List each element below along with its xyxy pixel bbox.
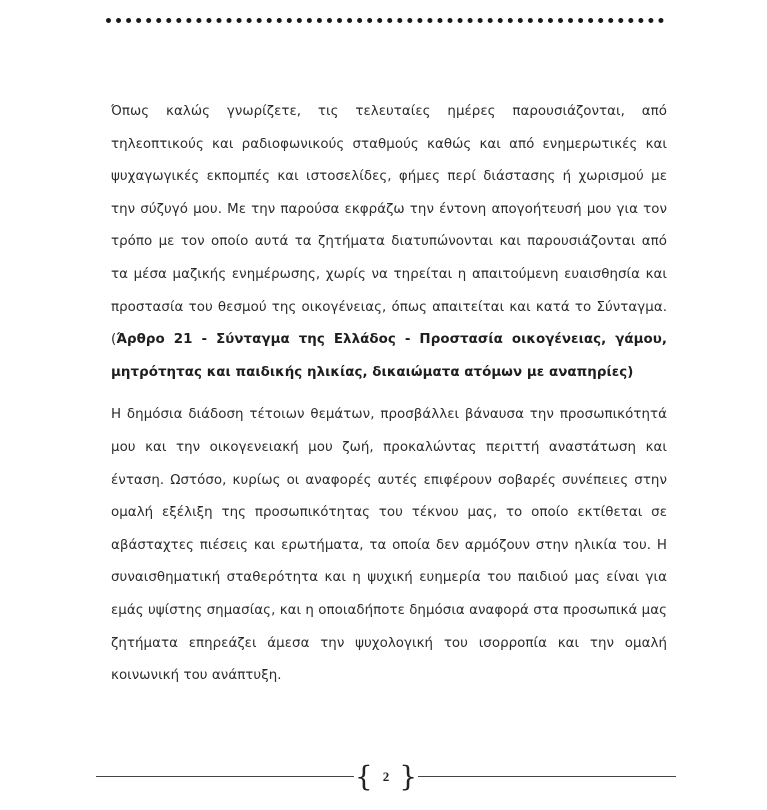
page-footer (0, 762, 767, 792)
constitution-article-reference: Άρθρο 21 - Σύνταγμα της Ελλάδος - Προστασία οικογένειας, γάμου, μητρότητας και παιδικής ηλικίας, δικαιώματα ατόμων με αναπηρίες) (111, 332, 667, 380)
footer-rule-left (96, 776, 354, 777)
paragraph-1 (111, 96, 667, 389)
right-brace-ornament: } (399, 760, 418, 793)
left-brace-ornament: { (354, 760, 373, 793)
document-body (111, 96, 667, 693)
page-number: 2 (382, 769, 390, 784)
top-dotted-rule (106, 18, 664, 23)
paragraph-1-text: Όπως καλώς γνωρίζετε, τις τελευταίες ημέρες παρουσιάζονται, από τηλεοπτικούς και ραδιοφωνικούς σταθμούς καθώς και από ενημερωτικές και ψυχαγωγικές εκπομπές και ιστοσελίδες, φήμες περί διάστασης ή χωρισμού με την σύζυγό μου. Με την παρούσα εκφράζω την έντονη απογοήτευσή μου για τον τρόπο με τον οποίο αυτά τα ζητήματα διατυπώνονται και παρουσιάζονται από τα μέσα μαζικής ενημέρωσης, χωρίς να τηρείται η απαιτούμενη ευαισθησία και προστασία του θεσμού της οικογένειας, όπως απαιτείται και κατά το Σύνταγμα. ( (111, 104, 667, 348)
footer-rule-right (418, 776, 676, 777)
paragraph-2-text: Η δημόσια διάδοση τέτοιων θεμάτων, προσβάλλει βάναυσα την προσωπικότητά μου και την οικογενειακή μου ζωή, προκαλώντας περιττή αναστάτωση και ένταση. Ωστόσο, κυρίως οι αναφορές αυτές επιφέρουν σοβαρές συνέπειες στην ομαλή εξέλιξη της προσωπικότητας του τέκνου μας, το οποίο εκτίθεται σε αβάσταχτες πιέσεις και ερωτήματα, τα οποία δεν αρμόζουν στην ηλικία του. Η συναισθηματική σταθερότητα και η ψυχική ευημερία του παιδιού μας είναι για εμάς υψίστης σημασίας, και η οποιαδήποτε δημόσια αναφορά στα προσωπικά μας ζητήματα επηρεάζει άμεσα την ψυχολογική του ισορροπία και την ομαλή κοινωνική του ανάπτυξη. (111, 407, 667, 684)
paragraph-2 (111, 399, 667, 692)
page-number-container (354, 762, 418, 792)
